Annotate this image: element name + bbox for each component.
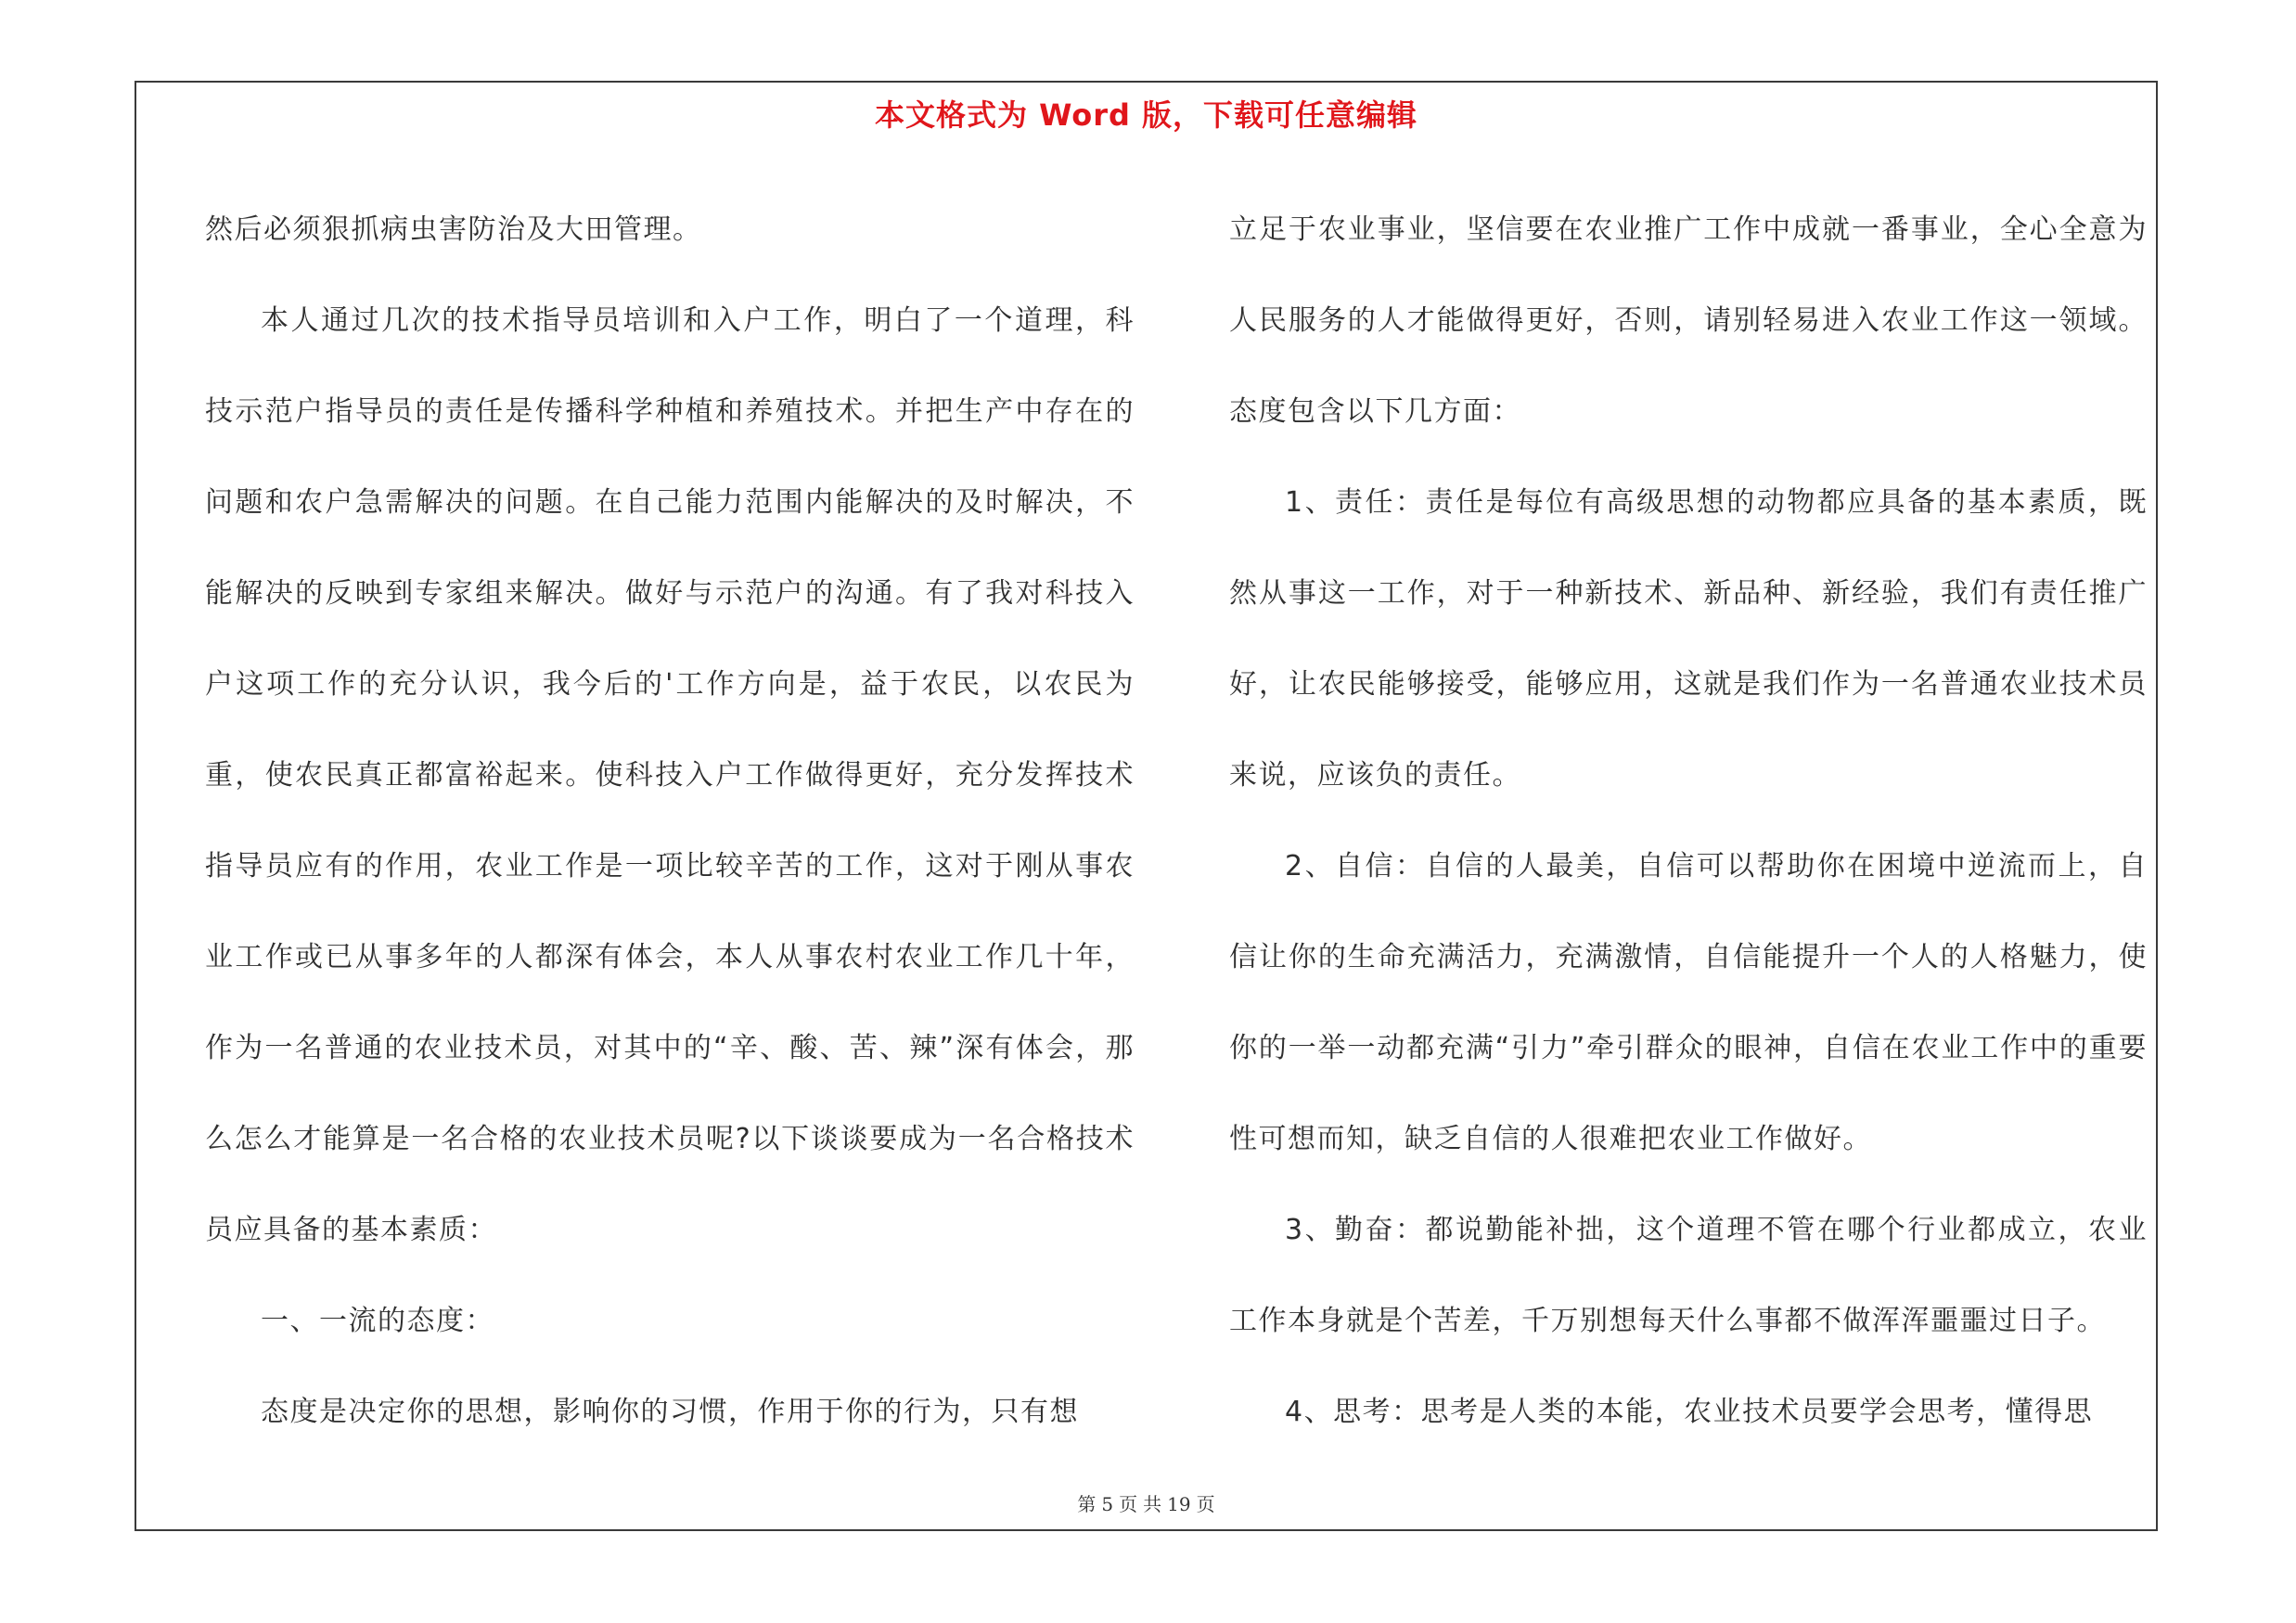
format-banner: 本文格式为 Word 版，下载可任意编辑 bbox=[874, 97, 1418, 133]
left-paragraph-1: 然后必须狠抓病虫害防治及大田管理。 bbox=[205, 213, 702, 246]
right-paragraph-1: 立足于农业事业，坚信要在农业推广工作中成就一番事业，全心全意为人民服务的人才能做得更好，否则，请别轻易进入农业工作这一领域。态度包含以下几方面： bbox=[1229, 213, 2148, 428]
footer-current-page: 5 bbox=[1101, 1493, 1114, 1515]
right-paragraph-4: 3、勤奋：都说勤能补拙，这个道理不管在哪个行业都成立，农业工作本身就是个苦差，千万别想每天什么事都不做浑浑噩噩过日子。 bbox=[1229, 1214, 2148, 1337]
right-paragraph-3: 2、自信：自信的人最美，自信可以帮助你在困境中逆流而上，自信让你的生命充满活力，充满激情，自信能提升一个人的人格魅力，使你的一举一动都充满“引力”牵引群众的眼神，自信在农业工作中的重要性可想而知，缺乏自信的人很难把农业工作做好。 bbox=[1229, 850, 2148, 1155]
left-paragraph-2: 本人通过几次的技术指导员培训和入户工作，明白了一个道理，科技示范户指导员的责任是传播科学种植和养殖技术。并把生产中存在的问题和农户急需解决的问题。在自己能力范围内能解决的及时解决，不能解决的反映到专家组来解决。做好与示范户的沟通。有了我对科技入户这项工作的充分认识，我今后的'工作方向是，益于农民，以农民为重，使农民真正都富裕起来。使科技入户工作做得更好，充分发挥技术指导员应有的作用，农业工作是一项比较辛苦的工作，这对于刚从事农业工作或已从事多年的人都深有体会，本人从事农村农业工作几十年，作为一名普通的农业技术员，对其中的“辛、酸、苦、辣”深有体会，那么怎么才能算是一名合格的农业技术员呢?以下谈谈要成为一名合格技术员应具备的基本素质： bbox=[205, 304, 1135, 1246]
footer-page-label: 第 bbox=[1077, 1493, 1097, 1515]
footer-page-unit: 页 bbox=[1119, 1493, 1138, 1515]
page-footer bbox=[136, 1489, 2156, 1516]
right-column bbox=[1229, 185, 2148, 1458]
left-column bbox=[205, 185, 1135, 1458]
page-frame bbox=[135, 81, 2158, 1531]
footer-total-pages: 19 bbox=[1167, 1493, 1191, 1515]
left-paragraph-3: 一、一流的态度： bbox=[261, 1305, 494, 1337]
footer-total-unit: 页 bbox=[1196, 1493, 1215, 1515]
right-paragraph-5: 4、思考：思考是人类的本能，农业技术员要学会思考，懂得思 bbox=[1285, 1396, 2094, 1428]
right-paragraph-2: 1、责任：责任是每位有高级思想的动物都应具备的基本素质，既然从事这一工作，对于一种新技术、新品种、新经验，我们有责任推广好，让农民能够接受，能够应用，这就是我们作为一名普通农业技术员来说，应该负的责任。 bbox=[1229, 486, 2148, 792]
left-paragraph-4: 态度是决定你的思想，影响你的习惯，作用于你的行为，只有想 bbox=[261, 1396, 1079, 1428]
footer-total-label: 共 bbox=[1143, 1493, 1162, 1515]
